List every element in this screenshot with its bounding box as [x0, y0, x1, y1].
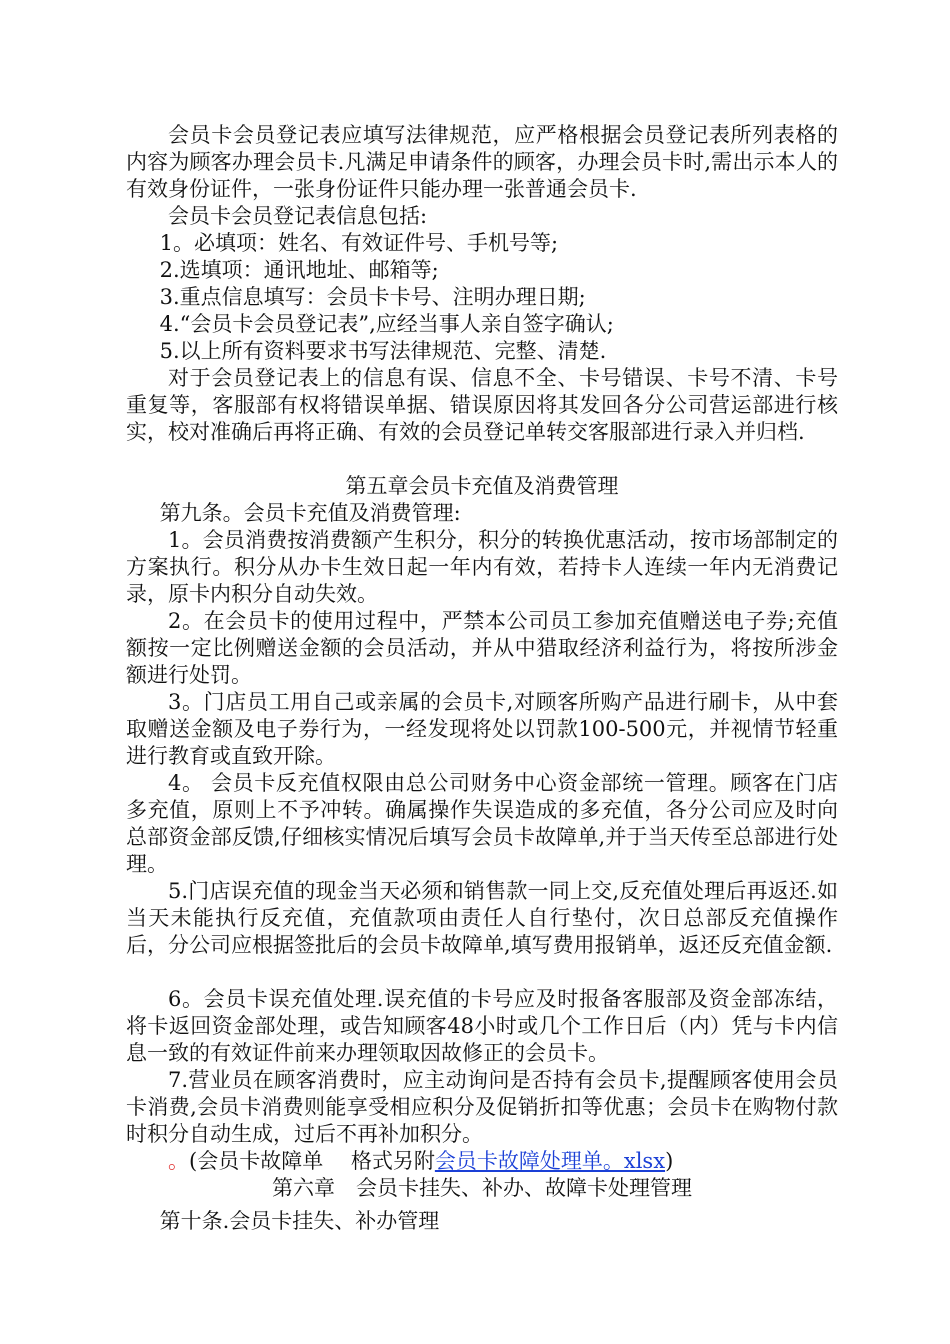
- rule-paragraph-3: 3。门店员工用自己或亲属的会员卡,对顾客所购产品进行刷卡，从中套取赠送金额及电子券行为，一经发现将处以罚款100-500元，并视情节轻重进行教育或直致开除。: [126, 690, 838, 768]
- paragraph-error-handling: 对于会员登记表上的信息有误、信息不全、卡号错误、卡号不清、卡号重复等，客服部有权将错误单据、错误原因将其发回各分公司营运部进行核实，校对准确后再将正确、有效的会员登记单转交客服部进行录入并归档.: [126, 366, 838, 444]
- attachment-mark: 。: [168, 1149, 189, 1173]
- list-item: 2.选填项：通讯地址、邮箱等;: [159, 258, 439, 282]
- list-item: 5.以上所有资料要求书写法律规范、完整、清楚.: [159, 339, 607, 363]
- rule-paragraph-7: 7.营业员在顾客消费时，应主动询问是否持有会员卡,提醒顾客使用会员卡消费,会员卡消费则能享受相应积分及促销折扣等优惠；会员卡在购物付款时积分自动生成，过后不再补加积分。: [126, 1068, 838, 1146]
- paragraph-registration-rules: 会员卡会员登记表应填写法律规范，应严格根据会员登记表所列表格的内容为顾客办理会员卡.凡满足申请条件的顾客，办理会员卡时,需出示本人的有效身份证件，一张身份证件只能办理一张普通会员卡.: [126, 123, 838, 201]
- chapter-heading-5: 第五章会员卡充值及消费管理: [345, 474, 619, 498]
- attachment-close: ): [665, 1149, 674, 1173]
- article-heading-10: 第十条.会员卡挂失、补办管理: [159, 1209, 440, 1233]
- rule-paragraph-2: 2。在会员卡的使用过程中，严禁本公司员工参加充值赠送电子券;充值额按一定比例赠送金额的会员活动，并从中猎取经济利益行为，将按所涉金额进行处罚。: [126, 609, 838, 687]
- rule-paragraph-1: 1。会员消费按消费额产生积分，积分的转换优惠活动，按市场部制定的方案执行。积分从办卡生效日起一年内有效，若持卡人连续一年内无消费记录，原卡内积分自动失效。: [126, 528, 838, 606]
- chapter-heading-6: 第六章 会员卡挂失、补办、故障卡处理管理: [272, 1176, 692, 1200]
- list-item: 3.重点信息填写：会员卡卡号、注明办理日期;: [159, 285, 586, 309]
- rule-paragraph-4: 4。 会员卡反充值权限由总公司财务中心资金部统一管理。顾客在门店多充值，原则上不予冲转。确属操作失误造成的多充值，各分公司应及时向总部资金部反馈,仔细核实情况后填写会员卡故障单,并于当天传至总部进行处理。: [126, 771, 838, 876]
- article-heading-9: 第九条。会员卡充值及消费管理:: [159, 501, 461, 525]
- attachment-line: [126, 1148, 838, 1175]
- list-item: 1。必填项：姓名、有效证件号、手机号等;: [159, 231, 559, 255]
- attachment-text: (会员卡故障单 格式另附: [189, 1149, 435, 1173]
- list-item: 4.“会员卡会员登记表”,应经当事人亲自签字确认;: [159, 312, 614, 336]
- rule-paragraph-5: 5.门店误充值的现金当天必须和销售款一同上交,反充值处理后再返还.如当天未能执行反充值，充值款项由责任人自行垫付，次日总部反充值操作后，分公司应根据签批后的会员卡故障单,填写费用报销单，返还反充值金额.: [126, 879, 838, 957]
- paragraph-info-intro: 会员卡会员登记表信息包括:: [168, 204, 428, 228]
- rule-paragraph-6: 6。会员卡误充值处理.误充值的卡号应及时报备客服部及资金部冻结，将卡返回资金部处理，或告知顾客48小时或几个工作日后（内）凭与卡内信息一致的有效证件前来办理领取因故修正的会员卡。: [126, 987, 838, 1065]
- attachment-link[interactable]: 会员卡故障处理单。xlsx: [434, 1149, 666, 1173]
